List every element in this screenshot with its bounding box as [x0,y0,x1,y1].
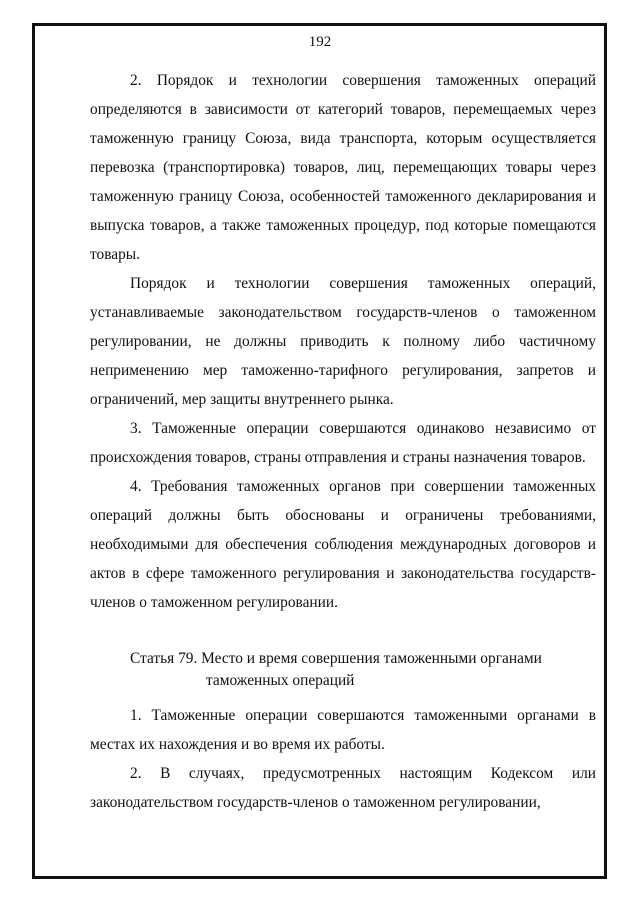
paragraph-2: 2. Порядок и технологии совершения таможенных операций определяются в зависимости от категорий товаров, перемещаемых через таможенную границу Союза, вида транспорта, которым осуществляется перевозка (транспортировка) товаров, лиц, перемещающих товары через таможенную границу Союза, особенностей таможенного декларирования и выпуска товаров, а также таможенных процедур, под которые помещаются товары. [90,72,596,263]
text-block-bottom [90,701,596,817]
article-heading [90,648,596,692]
paragraph-art79-2: 2. В случаях, предусмотренных настоящим Кодексом или законодательством государств-членов о таможенном регулировании, [90,765,596,811]
article-title-line2: таможенных операций [206,672,355,689]
paragraph-procedure: Порядок и технологии совершения таможенных операций, устанавливаемые законодательством государств-членов о таможенном регулировании, не должны приводить к полному либо частичному неприменению мер таможенно-тарифного регулирования, запретов и ограничений, мер защиты внутреннего рынка. [90,275,596,408]
article-title-line1: Статья 79. Место и время совершения таможенными органами [130,650,542,667]
text-block-top [90,66,596,617]
paragraph-art79-1: 1. Таможенные операции совершаются таможенными органами в местах их нахождения и во время их работы. [90,707,596,753]
page-number: 192 [308,34,332,50]
paragraph-4: 4. Требования таможенных органов при совершении таможенных операций должны быть обоснованы и ограничены требованиями, необходимыми для обеспечения соблюдения международных договоров и актов в сфере таможенного регулирования и законодательства государств-членов о таможенном регулировании. [90,478,596,611]
paragraph-3: 3. Таможенные операции совершаются одинаково независимо от происхождения товаров, страны отправления и страны назначения товаров. [90,420,596,466]
